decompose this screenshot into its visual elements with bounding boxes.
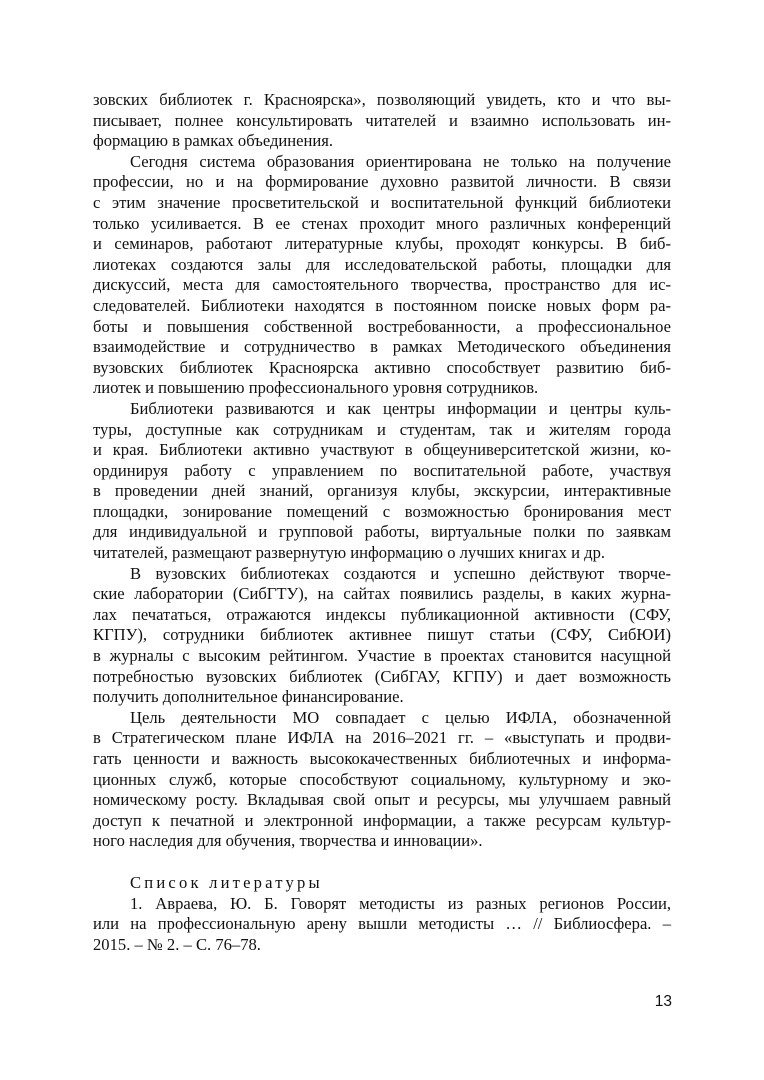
- text-line: вузовских библиотек Красноярска активно способствует развитию биб-: [93, 357, 671, 377]
- text-line: получить дополнительное финансирование.: [93, 687, 404, 707]
- text-line: и семинаров, работают литературные клубы, проходят конкурсы. В биб-: [93, 234, 671, 254]
- reference-item: [93, 894, 671, 956]
- section-spacer: [93, 852, 671, 873]
- text-line: ционных служб, которые способствуют социальному, культурному и эко-: [93, 769, 671, 789]
- text-line: следователей. Библиотеки находятся в постоянном поиске новых форм ра-: [93, 295, 671, 315]
- text-line: потребностью вузовских библиотек (СибГАУ, КГПУ) и дает возможность: [93, 666, 671, 686]
- text-line: в проведении дней знаний, организуя клубы, экскурсии, интерактивные: [93, 481, 671, 501]
- references-section: [93, 873, 671, 955]
- text-line: в Стратегическом плане ИФЛА на 2016–2021 гг. – «выступать и продви-: [93, 728, 671, 748]
- text-line: 2015. – № 2. – С. 76–78.: [93, 934, 261, 954]
- paragraph-library-centers: [93, 399, 671, 564]
- text-line: В вузовских библиотеках создаются и успешно действуют творче-: [130, 563, 671, 583]
- text-line: профессии, но и на формирование духовно развитой личности. В связи: [93, 172, 671, 192]
- text-line: ские лаборатории (СибГТУ), на сайтах появились разделы, в каких журна-: [93, 584, 671, 604]
- text-line: Библиотеки развиваются и как центры информации и центры куль-: [130, 398, 671, 418]
- text-line: дискуссий, места для самостоятельного творчества, пространство для ис-: [93, 275, 671, 295]
- paragraph-education-system: [93, 152, 671, 399]
- text-line: или на профессиональную арену вышли методисты … // Библиосфера. –: [93, 914, 671, 934]
- text-line: боты и повышения собственной востребованности, а профессиональное: [93, 316, 671, 336]
- text-line: лах печататься, отражаются индексы публикационной активности (СФУ,: [93, 604, 671, 624]
- text-line: только усиливается. В ее стенах проходит много различных конференций: [93, 213, 671, 233]
- paragraph-creative-labs: [93, 564, 671, 708]
- text-line: зовских библиотек г. Красноярска», позволяющий увидеть, кто и что вы-: [93, 90, 671, 109]
- text-line: лиотеках создаются залы для исследовательской работы, площадки для: [93, 254, 671, 274]
- text-line: площадки, зонирование помещений с возможностью бронирования мест: [93, 501, 671, 521]
- body-text: [93, 90, 671, 955]
- paragraph-continuation: [93, 90, 671, 152]
- text-line: читателей, размещают развернутую информацию о лучших книгах и др.: [93, 543, 606, 563]
- text-line: номическому росту. Вкладывая свой опыт и ресурсы, мы улучшаем равный: [93, 790, 671, 810]
- text-line: ного наследия для обучения, творчества и инновации».: [93, 831, 483, 851]
- page-number: 13: [654, 993, 672, 1010]
- text-line: для индивидуальной и групповой работы, виртуальные полки по заявкам: [93, 522, 671, 542]
- paragraph-ifla-goal: [93, 708, 671, 852]
- text-line: Сегодня система образования ориентирована не только на получение: [130, 151, 671, 171]
- text-line: туры, доступные как сотрудникам и студентам, так и жителям города: [93, 419, 671, 439]
- text-line: лиотек и повышению профессионального уровня сотрудников.: [93, 378, 539, 398]
- text-line: 1. Авраева, Ю. Б. Говорят методисты из разных регионов России,: [130, 893, 671, 913]
- text-line: писывает, полнее консультировать читателей и взаимно использовать ин-: [93, 110, 671, 130]
- text-line: Цель деятельности МО совпадает с целью ИФЛА, обозначенной: [130, 707, 671, 727]
- text-line: КГПУ), сотрудники библиотек активнее пишут статьи (СФУ, СибЮИ): [93, 625, 671, 645]
- text-line: и края. Библиотеки активно участвуют в общеуниверситетской жизни, ко-: [93, 440, 671, 460]
- text-line: гать ценности и важность высококачественных библиотечных и информа-: [93, 749, 671, 768]
- references-heading: Список литературы: [130, 872, 323, 892]
- text-line: доступ к печатной и электронной информации, а также ресурсам культур-: [93, 810, 671, 830]
- text-line: формацию в рамках объединения.: [93, 131, 334, 151]
- text-line: с этим значение просветительской и воспитательной функций библиотеки: [93, 192, 671, 212]
- text-line: взаимодействие и сотрудничество в рамках Методического объединения: [93, 337, 671, 357]
- text-line: в журналы с высоким рейтингом. Участие в проектах становится насущной: [93, 646, 671, 666]
- text-line: ординируя работу с управлением по воспитательной работе, участвуя: [93, 460, 671, 480]
